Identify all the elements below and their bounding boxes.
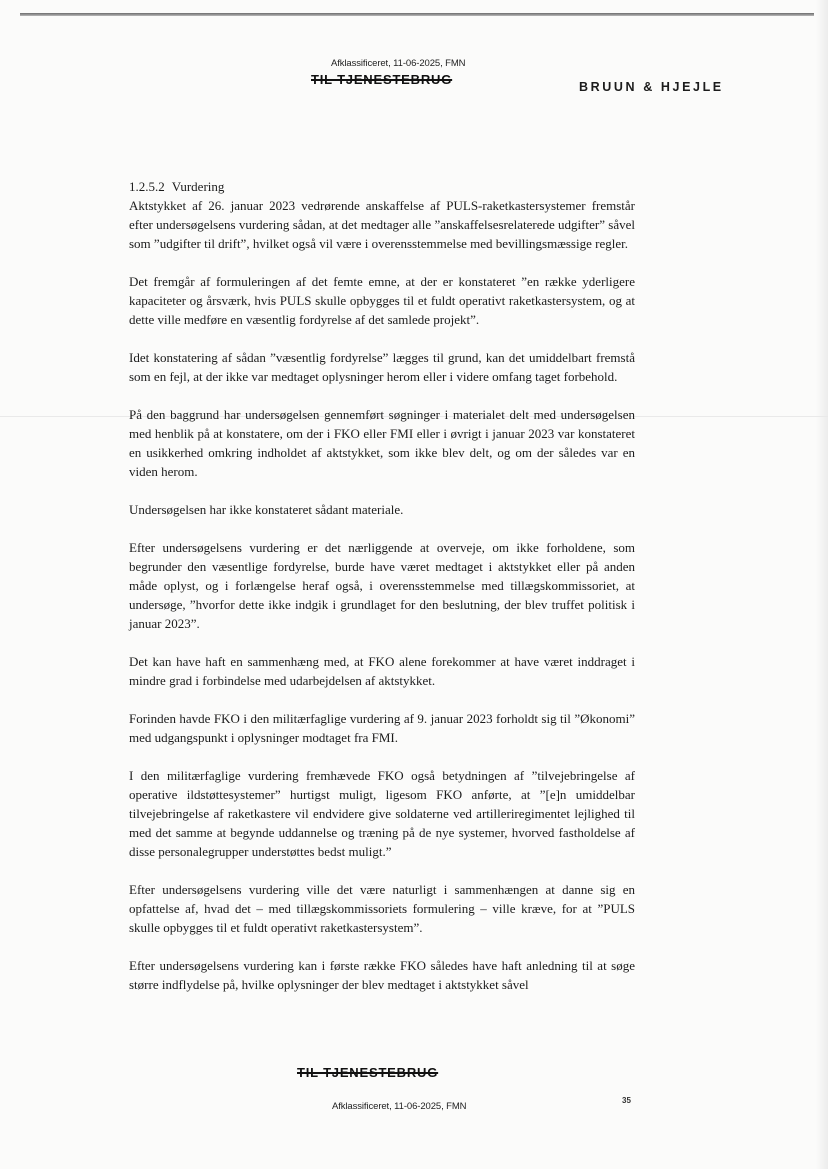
paragraph: Aktstykket af 26. januar 2023 vedrørende anskaffelse af PULS-raketkastersystemer fremstår efter undersøgelsens vurdering sådan, at det medtager alle ”anskaffelsesrelaterede udgifter” såvel som ”udgifter til drift”, hvilket også vil være i overensstemmelse med bevillingsmæssige regler.: [129, 198, 635, 251]
paragraph: Det kan have haft en sammenhæng med, at FKO alene forekommer at have været inddraget i mindre grad i forbindelse med udarbejdelsen af aktstykket.: [129, 654, 635, 688]
header-classification-marking: TIL TJENESTEBRUG: [311, 72, 453, 87]
header-declassification-stamp: Afklassificeret, 11-06-2025, FMN: [331, 58, 466, 69]
section-number: 1.2.5.2: [129, 179, 165, 194]
document-body: [129, 178, 635, 1013]
paragraph: I den militærfaglige vurdering fremhævede FKO også betydningen af ”tilvejebringelse af operative ildstøttesystemer” hurtigst muligt, ligesom FKO anførte, at ”[e]n umiddelbar tilvejebringelse af raketkastere vil endvidere give soldaterne ved artilleriregimentet lejlighed til med det samme at begynde uddannelse og træning på de nye systemer, hvorved fastholdelse af disse personalegrupper understøttes bedst muligt.”: [129, 768, 635, 859]
scan-shadow-right: [816, 0, 828, 1169]
footer-classification-marking: TIL TJENESTEBRUG: [297, 1065, 439, 1080]
paragraph: Efter undersøgelsens vurdering kan i første række FKO således have haft anledning til at søge større indflydelse på, hvilke oplysninger der blev medtaget i aktstykket såvel: [129, 958, 635, 992]
scan-edge-top: [20, 13, 814, 16]
firm-logo: BRUUN & HJEJLE: [579, 80, 724, 94]
paragraph: Det fremgår af formuleringen af det femte emne, at der er konstateret ”en række yderligere kapaciteter og årsværk, hvis PULS skulle opbygges til et fuldt operativt raketkastersystem, og at dette ville medføre en væsentlig fordyrelse af det samlede projekt”.: [129, 274, 635, 327]
page-number: 35: [622, 1096, 631, 1105]
footer-declassification-stamp: Afklassificeret, 11-06-2025, FMN: [332, 1101, 467, 1112]
paragraph: Efter undersøgelsens vurdering ville det være naturligt i sammenhængen at danne sig en opfattelse af, hvad det – med tillægskommissoriets formulering – ville kræve, for at ”PULS skulle opbygges til et fuldt operativt raketkastersystem”.: [129, 882, 635, 935]
paragraph: Forinden havde FKO i den militærfaglige vurdering af 9. januar 2023 forholdt sig til ”Økonomi” med udgangspunkt i oplysninger modtaget fra FMI.: [129, 711, 635, 745]
section-heading: [129, 178, 635, 196]
section-title: Vurdering: [171, 179, 225, 194]
paragraph: På den baggrund har undersøgelsen gennemført søgninger i materialet delt med undersøgelsen med henblik på at konstatere, om der i FKO eller FMI eller i øvrigt i januar 2023 var konstateret en usikkerhed omkring indholdet af aktstykket, som ikke blev delt, og om der således var en viden herom.: [129, 407, 635, 479]
paragraph: Idet konstatering af sådan ”væsentlig fordyrelse” lægges til grund, kan det umiddelbart fremstå som en fejl, at der ikke var medtaget oplysninger herom eller i videre omfang taget forbehold.: [129, 350, 635, 384]
paragraph: Efter undersøgelsens vurdering er det nærliggende at overveje, om ikke forholdene, som begrunder den væsentlige fordyrelse, burde have været medtaget i aktstykket eller på anden måde oplyst, og i forlængelse heraf også, i overensstemmelse med tillægskommissoriet, at undersøge, ”hvorfor dette ikke indgik i grundlaget for den beslutning, der blev truffet politisk i januar 2023”.: [129, 540, 635, 631]
paragraph: Undersøgelsen har ikke konstateret sådant materiale.: [129, 502, 404, 517]
